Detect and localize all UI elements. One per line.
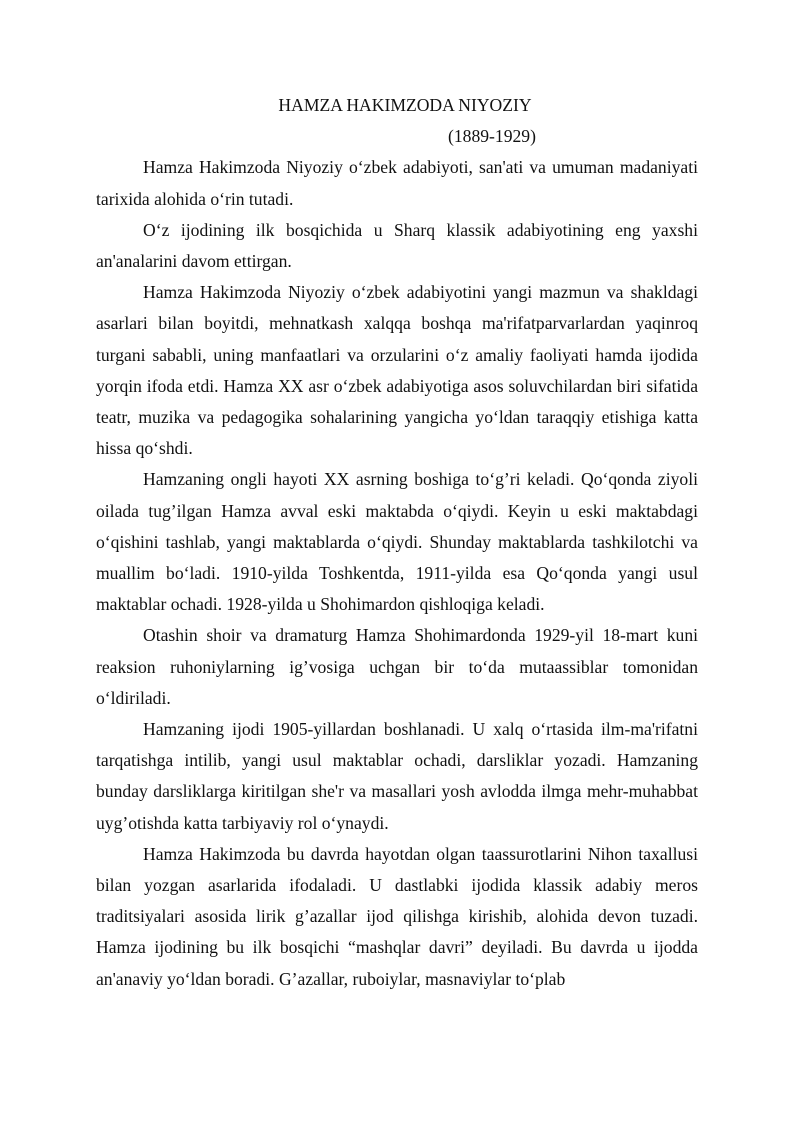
paragraph: Hamzaning ijodi 1905-yillardan boshlanadi. U xalq o‘rtasida ilm-ma'rifatni tarqatishga intilib, yangi usul maktablar ochadi, darsliklar yozadi. Hamzaning bunday darsliklarga kiritilgan she'r va masallari yosh avlodda ilmga mehr-muhabbat uyg’otishda katta tarbiyaviy rol o‘ynaydi. xyxy=(96,719,698,833)
paragraph: Otashin shoir va dramaturg Hamza Shohimardonda 1929-yil 18-mart kuni reaksion ruhoniylarning ig’vosiga uchgan bir to‘da mutaassiblar tomonidan o‘ldiriladi. xyxy=(96,625,698,708)
paragraph: Hamza Hakimzoda Niyoziy o‘zbek adabiyotini yangi mazmun va shakldagi asarlari bilan boyitdi, mehnatkash xalqqa boshqa ma'rifatparvarlardan yaqinroq turgani sababli, uning manfaatlari va orzularini o‘z amaliy faoliyati hamda ijodida yorqin ifoda etdi. Hamza XX asr o‘zbek adabiyotiga asos soluvchilardan biri sifatida teatr, muzika va pedagogika sohalarining yangicha yo‘ldan taraqqiy etishiga katta hissa qo‘shdi. xyxy=(96,282,698,459)
document-title: HAMZA HAKIMZODA NIYOZIY xyxy=(278,95,532,115)
paragraph: Hamzaning ongli hayoti XX asrning boshiga to‘g’ri keladi. Qo‘qonda ziyoli oilada tug’ilgan Hamza avval eski maktabda o‘qiydi. Keyin u eski maktabdagi o‘qishini tashlab, yangi maktablarda o‘qiydi. Shunday maktablarda tashkilotchi va muallim bo‘ladi. 1910-yilda Toshkentda, 1911-yilda esa Qo‘qonda yangi usul maktablar ochadi. 1928-yilda u Shohimardon qishloqiga keladi. xyxy=(96,469,698,615)
life-years: (1889-1929) xyxy=(448,126,536,147)
document-body xyxy=(96,90,698,995)
paragraph: Hamza Hakimzoda Niyoziy o‘zbek adabiyoti, san'ati va umuman madaniyati tarixida alohida o‘rin tutadi. xyxy=(96,157,698,209)
paragraph: Hamza Hakimzoda bu davrda hayotdan olgan taassurotlarini Nihon taxallusi bilan yozgan asarlarida ifodaladi. U dastlabki ijodida klassik adabiy meros traditsiyalari asosida lirik g’azallar ijod qilishga kirishib, alohida devon tuzadi. Hamza ijodining bu ilk bosqichi “mashqlar davri” deyiladi. Bu davrda u ijodda an'anaviy yo‘ldan boradi. G’azallar, ruboiylar, masnaviylar to‘plab xyxy=(96,843,698,989)
paragraph: O‘z ijodining ilk bosqichida u Sharq klassik adabiyotining eng yaxshi an'analarini davom ettirgan. xyxy=(96,219,698,272)
